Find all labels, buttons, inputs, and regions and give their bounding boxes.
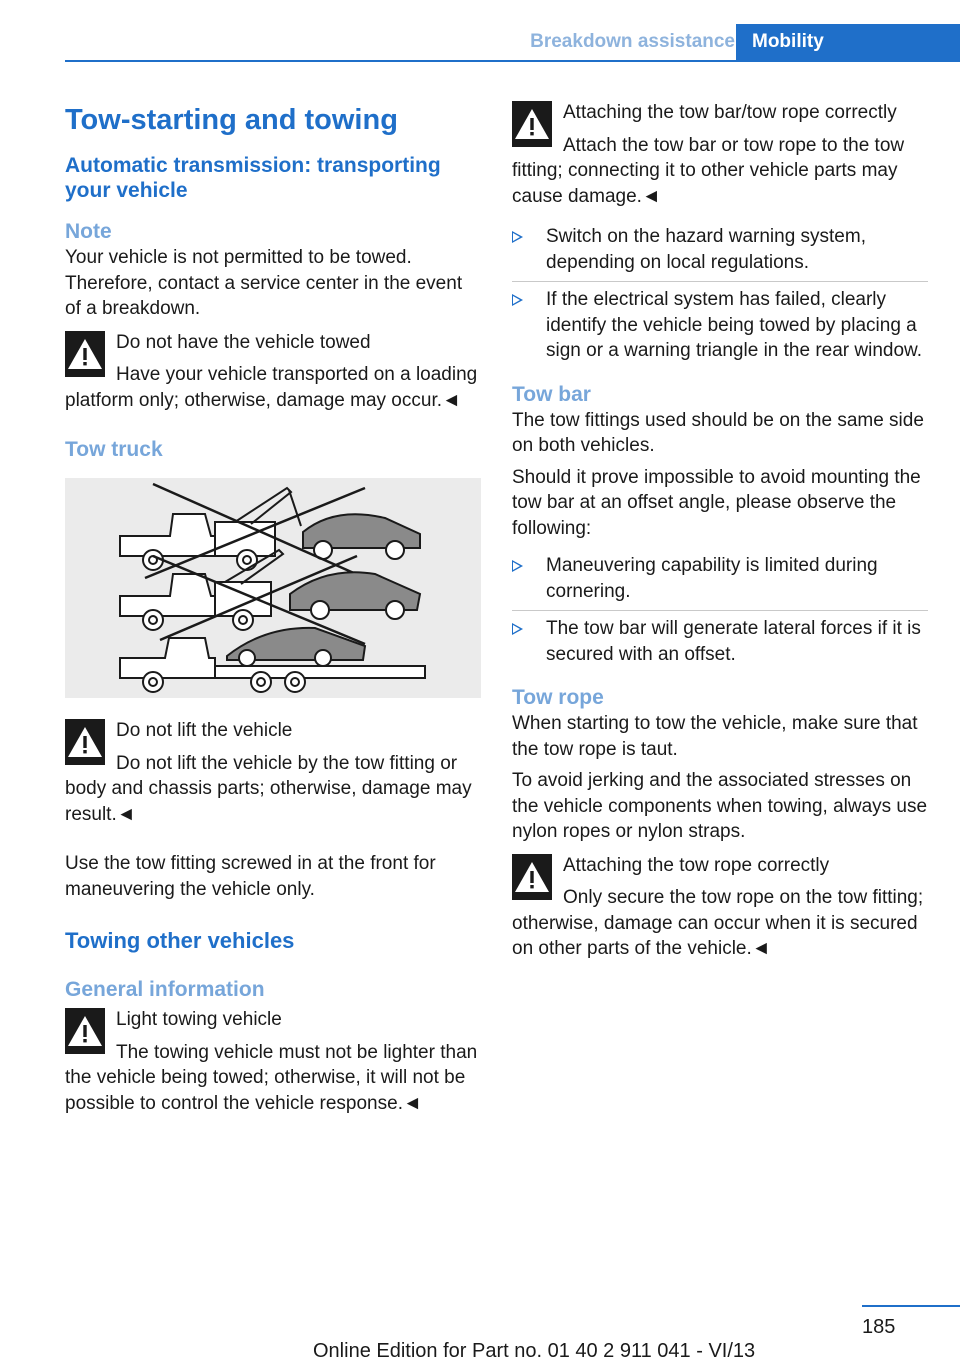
warning-text: Have your vehicle transported on a loading platform only; otherwise, damage may occur.◄	[65, 364, 478, 411]
warning-block-light-towing-vehicle	[65, 1007, 481, 1116]
header-chapter-tab: Mobility	[736, 24, 960, 62]
list-item: If the electrical system has failed, clearly identify the vehicle being towed by placing a sign or a warning triangle in the rear window.	[512, 281, 928, 364]
tow-rope-text-1: When starting to tow the vehicle, make sure that the tow rope is taut.	[512, 713, 918, 760]
list-item: Switch on the hazard warning system, depending on local regulations.	[512, 224, 928, 281]
header-section-title: Breakdown assistance	[530, 31, 735, 52]
warning-block-do-not-lift	[65, 718, 481, 827]
tow-bar-text-1: The tow fittings used should be on the same side on both vehicles.	[512, 409, 924, 456]
triangle-bullet-icon	[512, 623, 523, 635]
warning-block-do-not-tow	[65, 330, 481, 414]
note-text: Your vehicle is not permitted to be towed. Therefore, contact a service center in the event of a breakdown.	[65, 247, 463, 319]
subheading-tow-bar: Tow bar	[512, 382, 591, 406]
section-heading-towing-other: Towing other vehicles	[65, 928, 295, 953]
header-rule	[65, 60, 960, 62]
page-number: 185	[862, 1316, 896, 1338]
tow-rope-text-2: To avoid jerking and the associated stresses on the vehicle components when towing, always use nylon ropes or nylon straps.	[512, 770, 928, 842]
warning-title: Attaching the tow rope correctly	[563, 854, 830, 876]
subheading-general-information: General information	[65, 978, 265, 1001]
list-item: The tow bar will generate lateral forces if it is secured with an offset.	[512, 610, 928, 667]
tow-truck-illustration	[65, 478, 481, 698]
tow-fitting-text: Use the tow fitting screwed in at the front for maneuvering the vehicle only.	[65, 853, 436, 900]
warning-title: Do not lift the vehicle	[116, 720, 293, 741]
warning-block-attach-tow-bar	[512, 100, 928, 209]
subheading-tow-truck: Tow truck	[65, 438, 163, 461]
subheading-note: Note	[65, 220, 112, 243]
tow-truck-lifting-front-icon	[120, 488, 420, 570]
triangle-bullet-icon	[512, 231, 523, 243]
tow-bar-text-2: Should it prove impossible to avoid mounting the tow bar at an offset angle, please observe the following:	[512, 466, 921, 539]
warning-block-attach-tow-rope	[512, 853, 928, 962]
warning-title: Attaching the tow bar/tow rope correctly	[563, 102, 897, 123]
warning-title: Do not have the vehicle towed	[116, 331, 371, 353]
warning-text: The towing vehicle must not be lighter than the vehicle being towed; otherwise, it will not be possible to control the vehicle response.◄	[65, 1041, 478, 1114]
warning-text: Only secure the tow rope on the tow fitting; otherwise, damage can occur when it is secured on other parts of the vehicle.◄	[512, 887, 924, 959]
triangle-bullet-icon	[512, 294, 523, 306]
subheading-tow-rope: Tow rope	[512, 686, 604, 709]
warning-text: Attach the tow bar or tow rope to the tow fitting; connecting it to other vehicle parts may cause damage.◄	[512, 134, 905, 207]
page-title: Tow-starting and towing	[65, 104, 398, 136]
left-column	[65, 100, 481, 1116]
section-heading-automatic-transmission: Automatic transmission: transporting your vehicle	[65, 154, 441, 202]
list-item: Maneuvering capability is limited during cornering.	[512, 553, 928, 610]
bullet-list-hazard	[512, 224, 928, 364]
warning-text: Do not lift the vehicle by the tow fitting or body and chassis parts; otherwise, damage may result.◄	[65, 752, 472, 825]
edition-note: Online Edition for Part no. 01 40 2 911 041 - VI/13	[313, 1340, 756, 1362]
footer-rule	[862, 1305, 960, 1307]
right-column	[512, 100, 928, 962]
warning-title: Light towing vehicle	[116, 1009, 282, 1030]
bullet-list-tow-bar	[512, 553, 928, 667]
page-header	[65, 24, 960, 62]
triangle-bullet-icon	[512, 560, 523, 572]
